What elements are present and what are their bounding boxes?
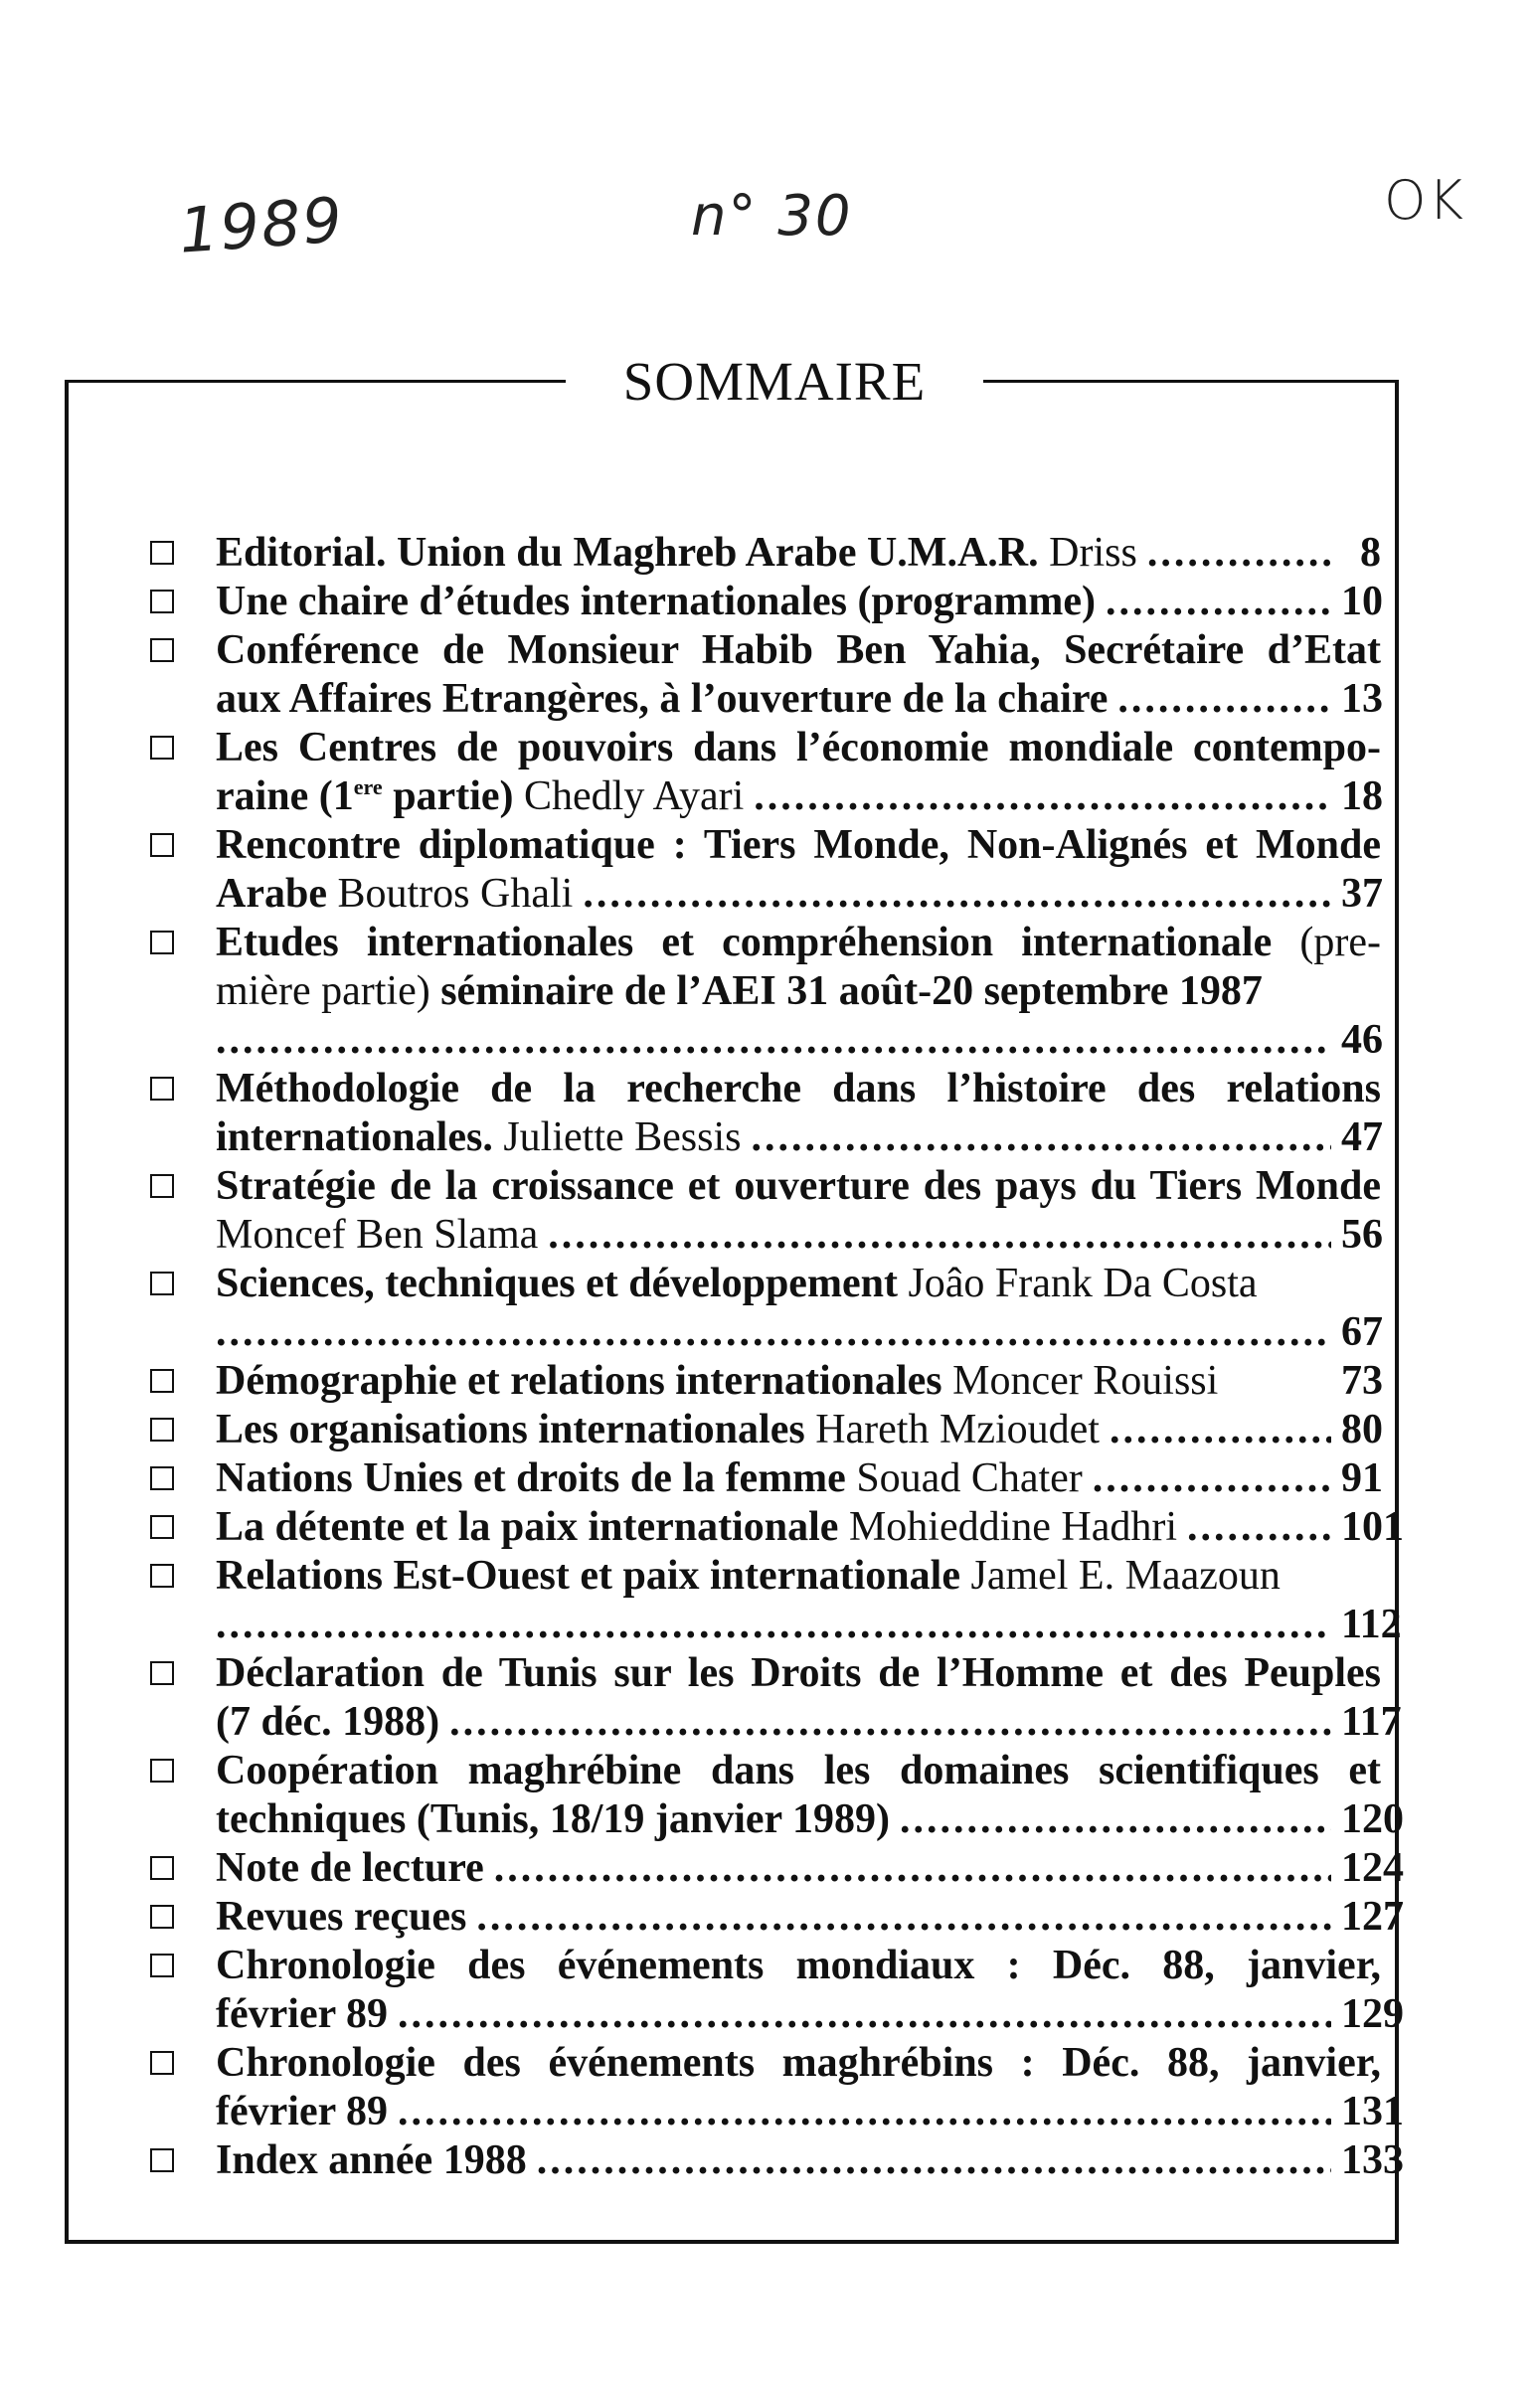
entry-author: Souad Chater	[856, 1455, 1083, 1501]
dot-leader	[494, 1844, 1331, 1893]
toc-entry	[138, 1357, 1381, 1406]
entry-author: Boutros Ghali	[337, 871, 574, 917]
checkbox-icon[interactable]	[150, 1661, 174, 1685]
dot-leader	[449, 1698, 1331, 1747]
entry-title-cont: internationales.	[216, 1114, 493, 1160]
dot-leader	[583, 870, 1331, 919]
entry-title: Déclaration de Tunis sur les Droits de l’Homme et des Peuples	[216, 1650, 1381, 1696]
entry-title-cont: février 89	[216, 1991, 388, 2037]
checkbox-icon[interactable]	[150, 1564, 174, 1588]
entry-page: 112	[1341, 1602, 1402, 1647]
entry-page: 37	[1341, 871, 1383, 917]
toc-entry	[138, 919, 1381, 1065]
frame-top-rule-right	[983, 380, 1395, 383]
toc-entry	[138, 2136, 1404, 2185]
entry-author: Jamel E. Maazoun	[970, 1553, 1281, 1599]
toc-entry	[138, 2039, 1404, 2136]
toc-entry	[138, 1747, 1404, 1844]
toc-entry	[138, 578, 1381, 626]
entry-page: 46	[1341, 1017, 1383, 1063]
checkbox-icon[interactable]	[150, 1466, 174, 1490]
entry-page: 56	[1341, 1212, 1383, 1258]
toc-entry	[138, 821, 1381, 919]
entry-title: Relations Est-Ouest et paix internationale	[216, 1553, 960, 1599]
toc-entry	[138, 1552, 1402, 1649]
checkbox-icon[interactable]	[150, 1369, 174, 1393]
entry-title: Revues reçues	[216, 1894, 467, 1940]
entry-author: Juliette Bessis	[503, 1114, 742, 1160]
entry-title: Les organisations internationales	[216, 1407, 805, 1452]
entry-title: Chronologie des événements maghrébins : Déc. 88, janvier,	[216, 2040, 1381, 2086]
entry-title: Etudes internationales et compréhension internationale	[216, 920, 1273, 965]
entry-page: 127	[1341, 1894, 1404, 1940]
entry-author: Moncer Rouissi	[952, 1358, 1219, 1404]
checkbox-icon[interactable]	[150, 590, 174, 613]
entry-title-cont: séminaire de l’AEI 31 août-20 septembre 1987	[440, 968, 1263, 1014]
entry-page: 124	[1341, 1845, 1404, 1891]
toc-entry	[138, 1260, 1381, 1357]
entry-title: Coopération maghrébine dans les domaines scientifiques et	[216, 1748, 1381, 1793]
entry-title-regular: mière partie)	[216, 968, 430, 1014]
entry-title: Méthodologie de la recherche dans l’histoire des relations	[216, 1066, 1381, 1111]
dot-leader	[1093, 1454, 1331, 1503]
handwritten-ok-mark: OK	[1384, 169, 1465, 232]
toc-entry	[138, 1893, 1404, 1942]
entry-title: Index année 1988	[216, 2137, 527, 2183]
dot-leader	[398, 1990, 1331, 2039]
entry-author: Driss	[1049, 530, 1137, 576]
entry-title-cont: techniques (Tunis, 18/19 janvier 1989)	[216, 1796, 890, 1842]
entry-page: 80	[1341, 1407, 1383, 1452]
entry-title: La détente et la paix internationale	[216, 1504, 839, 1550]
toc-entry	[138, 1844, 1404, 1893]
toc-entry	[138, 1942, 1404, 2039]
checkbox-icon[interactable]	[150, 736, 174, 760]
entry-page: 47	[1341, 1114, 1383, 1160]
checkbox-icon[interactable]	[150, 1418, 174, 1442]
handwritten-issue-number: n° 30	[691, 184, 853, 249]
entry-page: 13	[1341, 676, 1383, 722]
entry-page: 91	[1341, 1455, 1383, 1501]
entry-title-cont: aux Affaires Etrangères, à l’ouverture de la chaire	[216, 676, 1109, 722]
entry-author: Mohieddine Hadhri	[848, 1504, 1178, 1550]
dot-leader	[1147, 529, 1331, 578]
entry-title: Conférence de Monsieur Habib Ben Yahia, Secrétaire d’Etat	[216, 627, 1381, 673]
contents-list	[138, 529, 1404, 2185]
checkbox-icon[interactable]	[150, 1954, 174, 1977]
checkbox-icon[interactable]	[150, 638, 174, 662]
entry-page: 10	[1341, 579, 1383, 624]
checkbox-icon[interactable]	[150, 541, 174, 565]
dot-leader	[752, 1113, 1332, 1162]
toc-entry	[138, 1649, 1402, 1747]
entry-page: 101	[1341, 1504, 1404, 1550]
dot-leader	[216, 1016, 1331, 1065]
checkbox-icon[interactable]	[150, 931, 174, 954]
dot-leader	[537, 2136, 1331, 2185]
entry-author: Moncef Ben Slama	[216, 1212, 539, 1258]
entry-page: 18	[1341, 773, 1383, 819]
entry-title-cont: février 89	[216, 2089, 388, 2134]
dot-leader	[548, 1211, 1331, 1260]
entry-title: Sciences, techniques et développement	[216, 1261, 898, 1306]
entry-author: Hareth Mzioudet	[815, 1407, 1100, 1452]
dot-leader	[216, 1308, 1331, 1357]
dot-leader	[476, 1893, 1331, 1942]
contents-frame	[65, 351, 1404, 2244]
entry-title: Note de lecture	[216, 1845, 484, 1891]
frame-top-rule-left	[69, 380, 566, 383]
toc-entry	[138, 529, 1381, 578]
toc-entry	[138, 1162, 1381, 1260]
checkbox-icon[interactable]	[150, 1759, 174, 1783]
checkbox-icon[interactable]	[150, 833, 174, 857]
entry-page: 131	[1341, 2089, 1404, 2134]
toc-entry	[138, 626, 1381, 724]
checkbox-icon[interactable]	[150, 1272, 174, 1295]
entry-page: 133	[1341, 2137, 1404, 2183]
dot-leader	[1187, 1503, 1331, 1552]
dot-leader	[1117, 675, 1331, 724]
dot-leader	[1106, 578, 1331, 626]
entry-title: Stratégie de la croissance et ouverture des pays du Tiers Monde	[216, 1163, 1381, 1209]
entry-title: Les Centres de pouvoirs dans l’économie mondiale contempo-	[216, 725, 1381, 770]
entry-page: 67	[1341, 1309, 1383, 1355]
entry-page: 129	[1341, 1991, 1404, 2037]
entry-title: Démographie et relations internationales	[216, 1358, 942, 1404]
checkbox-icon[interactable]	[150, 1856, 174, 1880]
page-title: SOMMAIRE	[622, 351, 927, 412]
entry-page: 73	[1341, 1358, 1383, 1404]
entry-page: 117	[1341, 1699, 1402, 1745]
entry-title: Rencontre diplomatique : Tiers Monde, Non-Alignés et Monde	[216, 822, 1381, 868]
checkbox-icon[interactable]	[150, 1905, 174, 1929]
checkbox-icon[interactable]	[150, 2051, 174, 2075]
entry-title: Editorial. Union du Maghreb Arabe U.M.A.R.	[216, 530, 1039, 576]
entry-page: 120	[1341, 1796, 1404, 1842]
dot-leader	[216, 1601, 1331, 1649]
checkbox-icon[interactable]	[150, 1515, 174, 1539]
entry-title: Chronologie des événements mondiaux : Déc. 88, janvier,	[216, 1943, 1381, 1988]
entry-title-regular: (pre-	[1299, 920, 1382, 965]
entry-title-cont: (7 déc. 1988)	[216, 1699, 440, 1745]
dot-leader	[1110, 1406, 1331, 1454]
toc-entry	[138, 1503, 1404, 1552]
checkbox-icon[interactable]	[150, 1077, 174, 1101]
dot-leader	[900, 1795, 1331, 1844]
toc-entry	[138, 724, 1381, 821]
dot-leader	[754, 772, 1331, 821]
checkbox-icon[interactable]	[150, 1174, 174, 1198]
entry-page: 8	[1360, 530, 1381, 576]
superscript: ere	[353, 774, 383, 799]
checkbox-icon[interactable]	[150, 2148, 174, 2172]
toc-entry	[138, 1454, 1381, 1503]
entry-title-cont: Arabe	[216, 871, 327, 917]
dot-leader	[398, 2088, 1331, 2136]
entry-title: Nations Unies et droits de la femme	[216, 1455, 846, 1501]
toc-entry	[138, 1065, 1381, 1162]
entry-title-cont: raine (1ere partie)	[216, 773, 514, 819]
handwritten-year: 1989	[176, 183, 347, 267]
entry-author: Joâo Frank Da Costa	[908, 1261, 1258, 1306]
toc-entry	[138, 1406, 1381, 1454]
entry-author: Chedly Ayari	[524, 773, 745, 819]
entry-title: Une chaire d’études internationales (programme)	[216, 579, 1096, 624]
